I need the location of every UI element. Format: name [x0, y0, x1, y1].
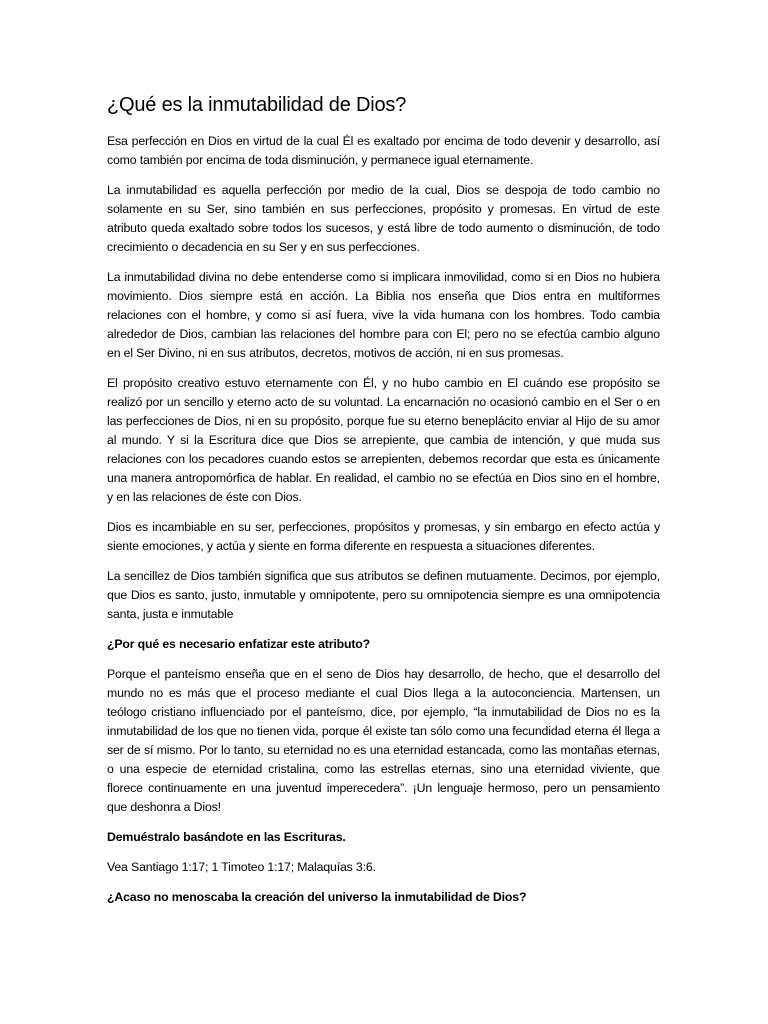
section-heading-scripture: Demuéstralo basándote en las Escrituras.	[107, 830, 346, 844]
paragraph-unchangeable: Dios es incambiable en su ser, perfecciones, propósitos y promesas, y sin embargo en efecto actúa y siente emociones, y actúa y siente en forma diferente en respuesta a situaciones diferentes.	[107, 520, 660, 553]
scripture-references: Vea Santiago 1:17; 1 Timoteo 1:17; Malaquías 3:6.	[107, 860, 376, 874]
paragraph-immutability: La inmutabilidad es aquella perfección por medio de la cual, Dios se despoja de todo cambio no solamente en su Ser, sino también en sus perfecciones, propósito y promesas. En virtud de este atributo queda exaltado sobre todos los sucesos, y está libre de todo aumento o disminución, de todo crecimiento o decadencia en su Ser y en sus perfecciones.	[107, 183, 660, 254]
paragraph-not-immobility: La inmutabilidad divina no debe entenderse como si implicara inmovilidad, como si en Dios no hubiera movimiento. Dios siempre está en acción. La Biblia nos enseña que Dios entra en multiformes relaciones con el hombre, y como si así fuera, vive la vida humana con los hombres. Todo cambia alrededor de Dios, cambian las relaciones del hombre para con El; pero no se efectúa cambio alguno en el Ser Divino, ni en sus atributos, decretos, motivos de acción, ni en sus promesas.	[107, 270, 660, 360]
page-title: ¿Qué es la inmutabilidad de Dios?	[107, 94, 407, 116]
paragraph-definition: Esa perfección en Dios en virtud de la cual Él es exaltado por encima de todo devenir y desarrollo, así como también por encima de toda disminución, y permanece igual eternamente.	[107, 134, 660, 167]
paragraph-simplicity: La sencillez de Dios también significa que sus atributos se definen mutuamente. Decimos, por ejemplo, que Dios es santo, justo, inmutable y omnipotente, pero su omnipotencia siempre es una omnipotencia santa, justa e inmutable	[107, 569, 660, 621]
section-heading-creation: ¿Acaso no menoscaba la creación del universo la inmutabilidad de Dios?	[107, 890, 527, 904]
paragraph-pantheism: Porque el panteísmo enseña que en el seno de Dios hay desarrollo, de hecho, que el desarrollo del mundo no es más que el proceso mediante el cual Dios llega a la autoconciencia. Martensen, un teólogo cristiano influenciado por el panteísmo, dice, por ejemplo, “la inmutabilidad de Dios no es la inmutabilidad de los que no tienen vida, porque él existe tan sólo como una fecundidad eterna él llega a ser de sí mismo. Por lo tanto, su eternidad no es una eternidad estancada, como las montañas eternas, o una especie de eternidad cristalina, como las estrellas eternas, sino una eternidad viviente, que florece continuamente en una juventud imperecedera”. ¡Un lenguaje hermoso, pero un pensamiento que deshonra a Dios!	[107, 667, 660, 814]
paragraph-creative-purpose: El propósito creativo estuvo eternamente con Él, y no hubo cambio en El cuándo ese propósito se realizó por un sencillo y eterno acto de su voluntad. La encarnación no ocasionó cambio en el Ser o en las perfecciones de Dios, ni en su propósito, porque fue su eterno beneplácito enviar al Hijo de su amor al mundo. Y si la Escritura dice que Dios se arrepiente, que cambia de intención, y que muda sus relaciones con los pecadores cuando estos se arrepienten, debemos recordar que esta es únicamente una manera antropomórfica de hablar. En realidad, el cambio no se efectúa en Dios sino en el hombre, y en las relaciones de éste con Dios.	[107, 376, 660, 504]
document-body	[107, 92, 660, 918]
section-heading-why: ¿Por qué es necesario enfatizar este atributo?	[107, 637, 371, 651]
